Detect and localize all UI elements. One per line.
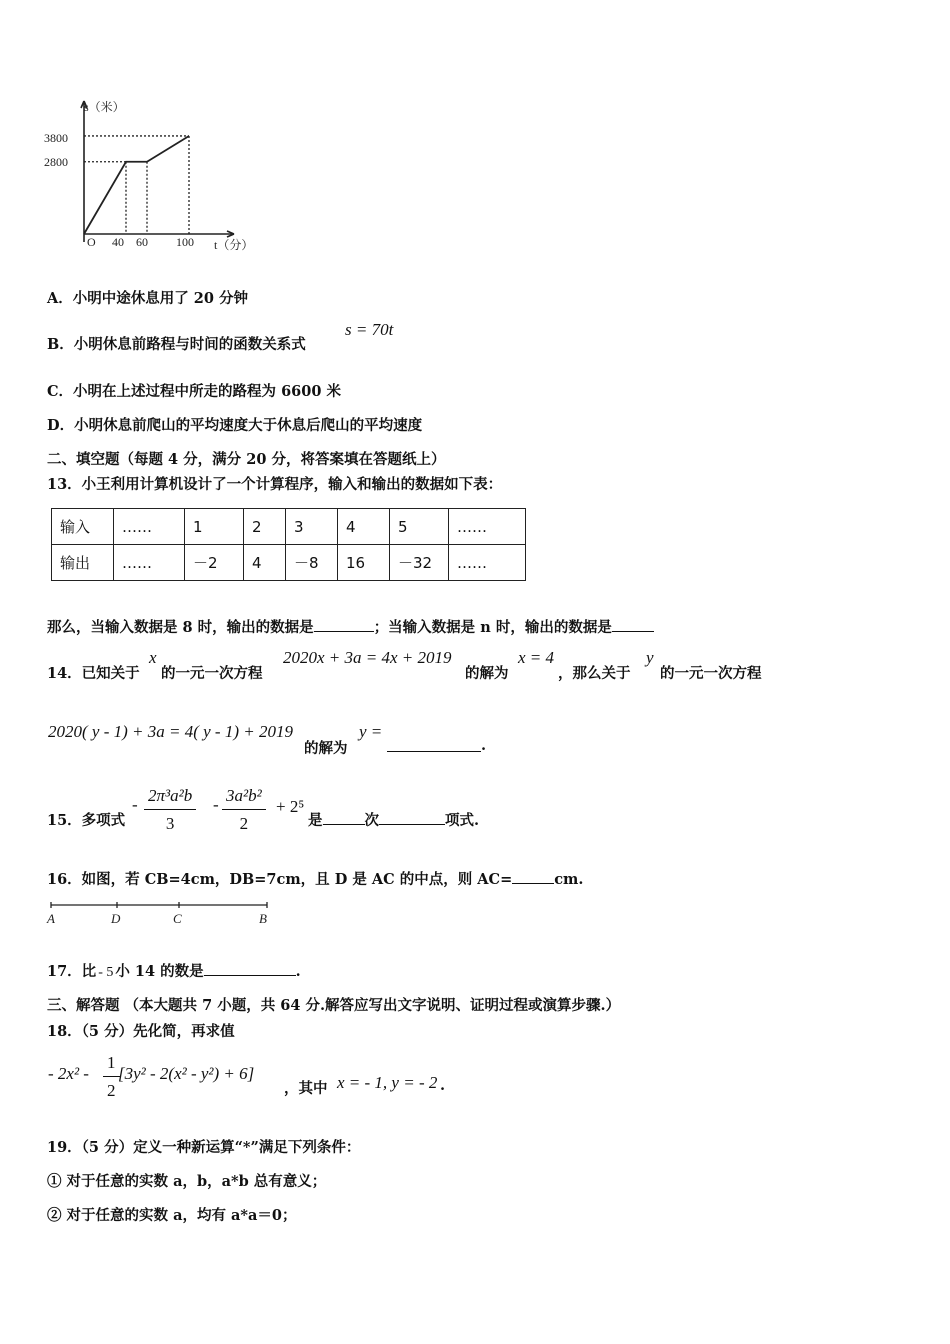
table-cell: 4 <box>338 509 390 545</box>
answer-blank[interactable] <box>612 619 654 632</box>
q14-end: . <box>481 737 487 754</box>
option-a: A．小明中途休息用了 20 分钟 <box>47 290 249 307</box>
point-d-label: D <box>111 911 121 926</box>
distance-time-graph <box>40 95 280 265</box>
table-cell: 16 <box>338 545 390 581</box>
x-tick-origin: O <box>87 235 96 249</box>
q18-expr-a: - 2x² - <box>48 1064 89 1083</box>
q14-var-y: y <box>646 648 654 667</box>
q14-p6: 的解为 <box>304 740 348 757</box>
answer-blank[interactable] <box>512 871 554 884</box>
q13-text-b: ；当输入数据是 n 时，输出的数据是 <box>373 619 612 636</box>
answer-blank[interactable] <box>387 739 481 752</box>
q18-condition: x = - 1, y = - 2 <box>337 1073 438 1092</box>
q17-number: - 5 <box>98 965 114 980</box>
option-d: D．小明休息前爬山的平均速度大于休息后爬山的平均速度 <box>47 417 423 434</box>
answer-blank[interactable] <box>379 812 445 825</box>
table-cell: 5 <box>390 509 449 545</box>
option-c: C．小明在上述过程中所走的路程为 6600 米 <box>47 383 341 400</box>
answer-blank[interactable] <box>314 619 374 632</box>
q14-p1: 14．已知关于 <box>47 665 140 682</box>
q16-stem <box>47 868 583 889</box>
q18-end: . <box>440 1077 446 1094</box>
q14-p4: ，那么关于 <box>558 665 631 682</box>
q19-condition-2: ② 对于任意的实数 a，均有 a*a＝0； <box>47 1207 297 1224</box>
x-tick-100: 100 <box>176 235 194 249</box>
q15-frac1 <box>144 786 196 834</box>
distance-series-line <box>84 136 189 234</box>
q16-unit: cm. <box>554 871 584 888</box>
section3-title: 三、解答题 （本大题共 7 小题，共 64 分.解答应写出文字说明、证明过程或演算步骤.） <box>47 997 621 1014</box>
frac1-numerator: 2π³a²b <box>144 786 196 810</box>
table-cell: －8 <box>286 545 338 581</box>
y-tick-3800: 3800 <box>44 131 68 145</box>
q17-text-a: 17．比 <box>47 963 97 980</box>
q18-frac-den: 2 <box>107 1081 116 1100</box>
q13-stem: 13．小王利用计算机设计了一个计算程序，输入和输出的数据如下表： <box>47 476 503 493</box>
table-cell: 输出 <box>52 545 114 581</box>
y-tick-2800: 2800 <box>44 155 68 169</box>
table-row-input <box>52 509 526 545</box>
x-axis-label: t（分） <box>214 238 254 252</box>
frac2-denominator: 2 <box>239 814 249 833</box>
segment-diagram <box>45 897 277 929</box>
q19-condition-1: ① 对于任意的实数 a，b，a*b 总有意义； <box>47 1173 327 1190</box>
q15-text-end: 项式. <box>445 812 480 829</box>
table-cell: 1 <box>185 509 244 545</box>
section2-title: 二、填空题（每题 4 分，满分 20 分，将答案填在答题纸上） <box>47 451 446 468</box>
q19-stem: 19．（5 分）定义一种新运算“*”满足下列条件： <box>47 1139 361 1156</box>
point-a-label: A <box>47 911 55 926</box>
q13-text-a: 那么，当输入数据是 8 时，输出的数据是 <box>47 619 314 636</box>
q15-minus2: - <box>213 795 219 814</box>
q18-frac-num: 1 <box>103 1053 120 1077</box>
table-cell: 4 <box>244 545 286 581</box>
table-cell: 输入 <box>52 509 114 545</box>
table-cell: …… <box>449 545 526 581</box>
option-b-text: B．小明休息前路程与时间的函数关系式 <box>47 336 306 353</box>
q15-frac2 <box>222 786 266 834</box>
q17-text-b: 小 14 的数是 <box>115 963 204 980</box>
q15-plus-term: + 2⁵ <box>276 797 305 816</box>
q14-p2: 的一元一次方程 <box>161 665 263 682</box>
q17-end: . <box>295 963 301 980</box>
table-cell: －2 <box>185 545 244 581</box>
q14-eq1: 2020x + 3a = 4x + 2019 <box>283 648 452 667</box>
q17-line <box>47 960 301 981</box>
q13-followup <box>47 616 654 637</box>
q14-eq2: 2020( y - 1) + 3a = 4( y - 1) + 2019 <box>48 722 293 741</box>
option-b-formula: s = 70t <box>345 320 394 339</box>
frac1-denominator: 3 <box>165 814 175 833</box>
io-table <box>51 508 526 581</box>
table-cell: …… <box>114 509 185 545</box>
point-c-label: C <box>173 911 182 926</box>
table-cell: 2 <box>244 509 286 545</box>
point-b-label: B <box>259 911 267 926</box>
q15-p1: 15．多项式 <box>47 812 126 829</box>
table-cell: …… <box>114 545 185 581</box>
table-cell: －32 <box>390 545 449 581</box>
x-tick-60: 60 <box>136 235 148 249</box>
q15-text-shi: 是 <box>308 812 323 829</box>
option-b <box>47 333 306 354</box>
table-row-output <box>52 545 526 581</box>
q14-var-x: x <box>149 648 157 667</box>
q14-p5: 的一元一次方程 <box>660 665 762 682</box>
q15-text-ci: 次 <box>364 812 379 829</box>
q15-p2 <box>308 809 479 830</box>
q18-stem: 18．（5 分）先化简，再求值 <box>47 1023 235 1040</box>
q18-mid: ，其中 <box>284 1080 328 1097</box>
q18-expr-b: [3y² - 2(x² - y²) + 6] <box>118 1064 255 1083</box>
table-cell: 3 <box>286 509 338 545</box>
table-cell: …… <box>449 509 526 545</box>
answer-blank[interactable] <box>204 963 296 976</box>
answer-blank[interactable] <box>323 812 365 825</box>
q15-minus1: - <box>132 795 138 814</box>
y-axis-label: s（米） <box>84 100 125 114</box>
q14-p3: 的解为 <box>465 665 509 682</box>
frac2-numerator: 3a²b² <box>222 786 266 810</box>
q14-solution: x = 4 <box>518 648 555 667</box>
x-tick-40: 40 <box>112 235 124 249</box>
q16-text: 16．如图，若 CB=4cm，DB=7cm，且 D 是 AC 的中点，则 AC= <box>47 871 513 888</box>
q14-answer-label: y = <box>359 722 383 741</box>
